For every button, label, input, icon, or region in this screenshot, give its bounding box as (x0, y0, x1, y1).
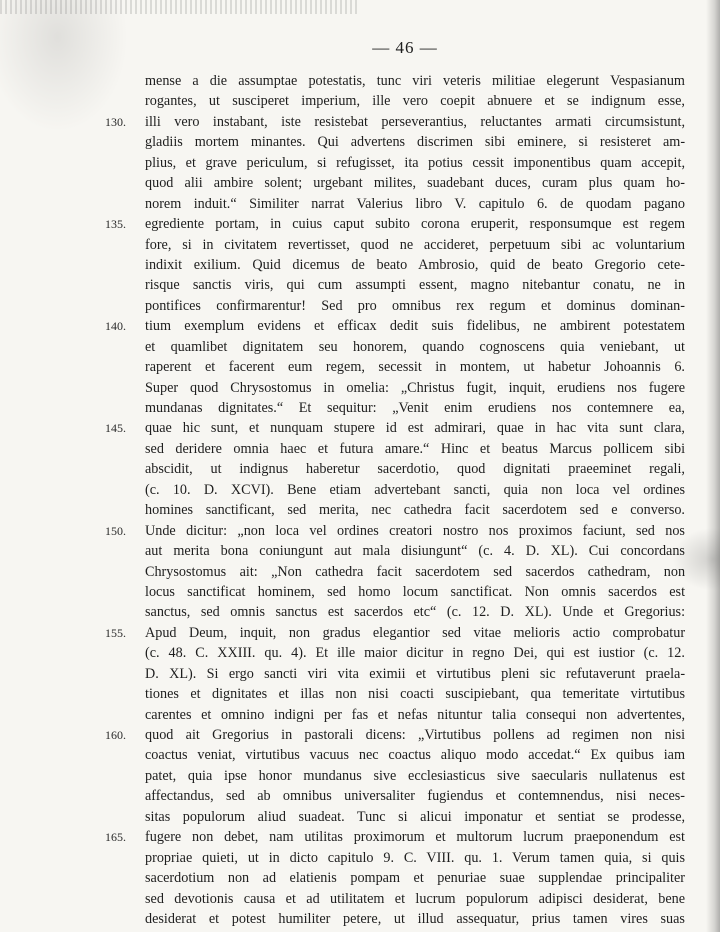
line-text: raperent et facerent eum regem, secessit in montem, ut habetur Johoannis 6. (145, 359, 685, 376)
line-number: 165. (105, 830, 126, 845)
text-line (105, 623, 686, 643)
line-text: propriae quieti, ut in dicto capitulo 9. C. VIII. qu. 1. Verum tamen quia, si quis (145, 849, 686, 866)
line-text: gladiis mortem minantes. Qui advertens discrimen sibi eminere, si resisteret am- (145, 134, 686, 151)
line-text: (c. 10. D. XCVI). Bene etiam advertebant sancti, quia non loca vel ordines (145, 481, 686, 498)
line-number: 130. (105, 114, 126, 129)
text-line (145, 684, 685, 704)
line-text: coactus veniat, virtutibus vacuus nec coactus aliquo modo accedat.“ Ex quibus iam (145, 747, 685, 764)
scan-edge-top (0, 0, 360, 14)
line-text: sed deridere omnia haec et futura amare.“ Hinc et beatus Marcus pollicem sibi (145, 440, 686, 457)
line-text: sacerdotium non ad elatienis pompam et penuriae suae supplendae principaliter (145, 870, 686, 887)
text-line (145, 132, 685, 152)
text-line (145, 868, 685, 888)
line-text: D. XL). Si ergo sancti viri vita eximii et virtutibus pleni sic refutaverunt praela- (145, 665, 686, 682)
body-text (105, 71, 686, 929)
text-line (145, 848, 685, 868)
line-number: 150. (105, 523, 126, 538)
line-number: 140. (105, 319, 126, 334)
text-line (145, 357, 685, 377)
text-line (105, 827, 685, 847)
text-line (145, 194, 685, 214)
line-text: rogantes, ut susciperet imperium, ille vero coepit abnuere et se indignum esse, (145, 93, 685, 110)
line-text: plius, et grave periculum, si refugisset, ita potius cessit imponentibus quam accepit, (145, 154, 685, 171)
line-text: sanctus, sed omnis sanctus est sacerdos etc“ (c. 12. D. XL). Unde et Gregorius: (145, 604, 686, 621)
text-line (105, 214, 686, 234)
line-number: 135. (105, 217, 126, 232)
line-text: Chrysostomus ait: „Non cathedra facit sacerdotem sed sacerdos cathedram, non (145, 563, 686, 580)
text-line (105, 521, 685, 541)
text-line (105, 418, 685, 438)
text-line (145, 439, 685, 459)
line-text: fore, si in civitatem revertisset, quod ne accideret, perpetuum sibi ac voluntarium (145, 236, 686, 253)
text-line (145, 459, 685, 479)
text-line (145, 664, 685, 684)
text-line (145, 541, 685, 561)
text-line (145, 889, 685, 909)
line-text: risque sanctis viris, qui cum assumpti essent, magno nitebantur conatu, ne in (145, 277, 686, 294)
line-text: pontifices confirmarentur! Sed pro omnibus rex regum et dominus dominan- (145, 297, 685, 314)
text-line (105, 316, 685, 336)
text-line (145, 71, 685, 91)
text-line (145, 91, 685, 111)
line-text: quod ait Gregorius in pastorali dicens: „Virtutibus pollens ad regimen non nisi (145, 727, 686, 743)
text-line (145, 296, 685, 316)
text-line (145, 378, 685, 398)
line-text: homines sanctificant, sed merita, nec cathedra facit sacerdotem sed e converso. (145, 502, 685, 519)
line-text: indixit exilium. Quid dicemus de beato Ambrosio, quid de beato Gregorio cete- (145, 256, 685, 273)
scan-edge-right (706, 0, 720, 932)
line-text: illi vero instabant, iste resistebat perseverantius, reluctantes armati circumsistunt, (145, 113, 686, 130)
text-line (145, 807, 685, 827)
line-text: carentes et omnino indigni per fas et nefas nituntur talia consequi non advertentes, (145, 706, 686, 723)
text-line (145, 786, 685, 806)
text-line (105, 112, 686, 132)
text-line (145, 766, 685, 786)
line-text: mundanas dignitates.“ Et sequitur: „Venit enim erudiens nos contemnere ea, (145, 400, 685, 416)
line-text: sitas populorum aliud suadeat. Tunc si alicui imponatur et sentiat se prodesse, (145, 808, 686, 825)
text-line (145, 235, 685, 255)
text-line (145, 173, 685, 193)
text-line (105, 725, 686, 745)
text-line (145, 398, 685, 418)
line-text: fugere non debet, nam utilitas proximorum et multorum lucrum praeponendum est (145, 829, 685, 846)
text-line (145, 255, 685, 275)
line-text: quae hic sunt, et nunquam stupere id est admirari, quae in hac vita sunt clara, (145, 420, 685, 437)
text-line (145, 153, 685, 173)
line-text: egrediente portam, in cuius caput subito corona eruperit, responsumque est regem (145, 216, 686, 233)
text-line (145, 562, 685, 582)
text-line (145, 643, 685, 663)
line-text: (c. 48. C. XXIII. qu. 4). Et ille maior dicitur in regno Dei, qui est iustior (c. 12. (145, 645, 685, 662)
line-text: affectandus, sed ab omnibus universaliter fugiendus et contemnendus, nisi neces- (145, 788, 686, 805)
text-line (145, 909, 685, 929)
text-line (145, 480, 685, 500)
text-line (145, 745, 685, 765)
line-text: mense a die assumptae potestatis, tunc viri veteris militiae elegerunt Vespasianum (145, 73, 685, 89)
page-number: — 46 — (372, 38, 438, 57)
line-text: quod alii ambire solent; urgebant milites, suadebant duces, curam plus quam ho- (145, 175, 685, 192)
line-text: abscidit, ut indignus haberetur sacerdotio, quod dignitati praeeminet regali, (145, 461, 685, 478)
line-text: Super quod Chrysostomus in omelia: „Christus fugit, inquit, erudiens nos fugere (145, 379, 686, 396)
line-text: norem induit.“ Similiter narrat Valerius libro V. capitulo 6. de quodam pagano (145, 195, 685, 212)
text-line (145, 602, 685, 622)
text-line (145, 500, 685, 520)
text-line (145, 337, 685, 357)
text-line (145, 582, 685, 602)
line-text: desiderat et potest humiliter petere, ut illud assequatur, prius tamen vires suas (145, 910, 685, 927)
line-text: tium exemplum evidens et efficax dedit suis fidelibus, ne ambirent potestatem (145, 318, 685, 335)
line-text: locus sanctificat hominem, sed homo locum sanctificat. Non omnis sacerdos est (145, 583, 686, 600)
line-text: sed devotionis causa et ad utilitatem et lucrum populorum adipisci desiderat, bene (145, 890, 686, 907)
line-text: patet, quia ipse honor mundanus sive ecclesiasticus sive saecularis nullatenus est (145, 767, 686, 784)
line-text: tiones et dignitates et illas non nisi coacti suscipiebant, qua temeritate virtutibus (145, 686, 686, 703)
line-number: 145. (105, 421, 126, 436)
line-number: 160. (105, 728, 126, 742)
line-text: et quamlibet dignitatem seu honorem, quando cognoscens quia veniebant, ut (145, 338, 685, 355)
text-line (145, 705, 685, 725)
line-text: aut merita bona coniungunt aut mala disiungunt“ (c. 4. D. XL). Cui concordans (145, 543, 685, 560)
line-text: Unde dicitur: „non loca vel ordines creatori nostro nos proximos faciunt, sed nos (145, 522, 685, 539)
line-text: Apud Deum, inquit, non gradus elegantior sed vitae melioris actio comprobatur (145, 624, 686, 641)
line-number: 155. (105, 625, 126, 640)
text-line (145, 275, 685, 295)
